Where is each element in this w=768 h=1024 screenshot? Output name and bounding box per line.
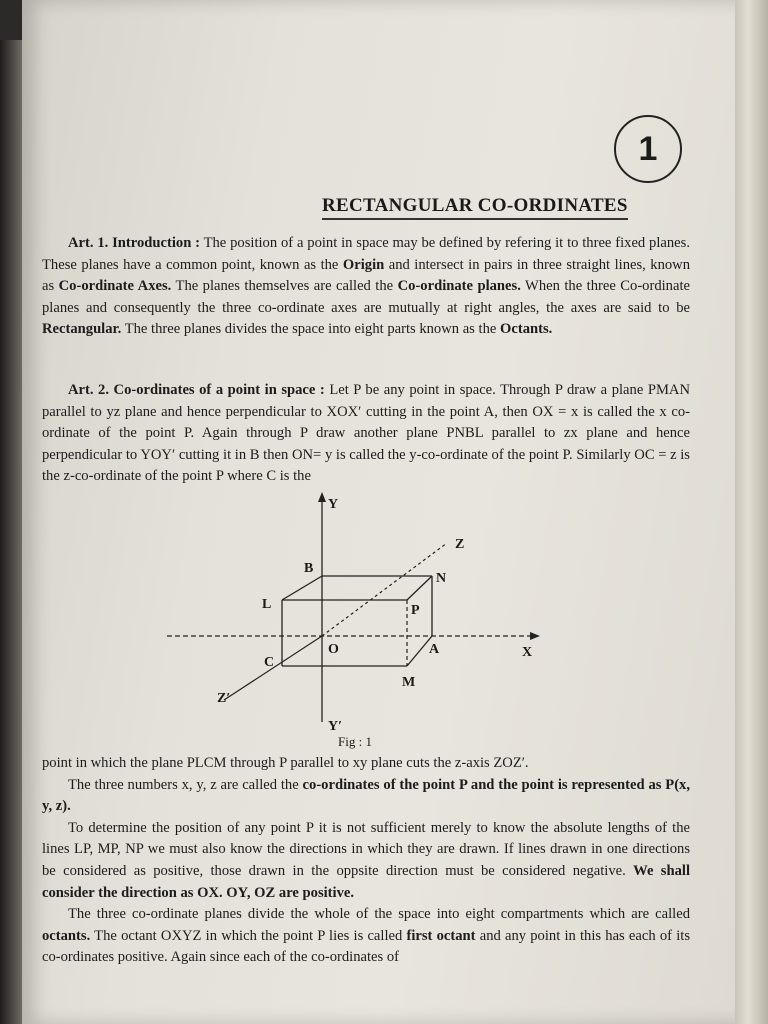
label-N: N [436, 571, 447, 586]
art2-heading: Art. 2. Co-ordinates of a point in space : [68, 382, 325, 398]
term-axes: Co-ordinate Axes. [58, 278, 172, 295]
label-Y: Y [328, 497, 339, 512]
art1-paragraph [42, 233, 690, 341]
label-C: C [264, 655, 275, 670]
continuation-line-1: point in which the plane PLCM through P parallel to xy plane cuts the z-axis ZOZ′. [42, 755, 529, 771]
book-spine-shadow [0, 40, 22, 1024]
coordinate-figure [162, 490, 552, 755]
label-M: M [402, 675, 416, 690]
label-Z-prime: Z′ [217, 691, 231, 706]
page-stack-edge [735, 0, 768, 1024]
p2-text: The three numbers x, y, z are called the [68, 776, 303, 793]
p2-bold: co-ordinates of the point P and the point is represented as P(x, y, z). [42, 776, 690, 815]
label-O: O [328, 642, 339, 657]
art1-text-4: When the three Co-ordinate planes and consequently the three co-ordinate axes are mutually at right angles, the axes are said to be [42, 278, 690, 316]
p4-text-1: The three co-ordinate planes divide the whole of the space into eight compartments which are called [68, 906, 690, 923]
art1-heading: Art. 1. Introduction : [68, 235, 201, 251]
chapter-title: RECTANGULAR CO-ORDINATES [322, 195, 628, 220]
p4-text-3: and any point in this has each of its co-ordinates positive. Again since each of the co-ordinates of [42, 927, 691, 966]
continuation-paragraph-2 [42, 775, 690, 818]
art1-text-1: The position of a point in space may be defined by refering it to three fixed planes. These planes have a common point, known as the [42, 235, 690, 273]
p4-bold-2: first octant [406, 927, 476, 944]
label-B: B [304, 561, 314, 576]
continuation-text [42, 753, 690, 969]
art1-text-5: The three planes divides the space into eight parts known as the [121, 321, 500, 338]
continuation-paragraph-3 [42, 818, 690, 904]
label-Z: Z [455, 537, 465, 552]
term-planes: Co-ordinate planes. [397, 278, 521, 295]
art2-paragraph [42, 380, 690, 488]
label-X: X [522, 645, 533, 660]
continuation-paragraph-4 [42, 904, 690, 969]
art2-body: Let P be any point in space. Through P draw a plane PMAN parallel to yz plane and hence perpendicular to XOX′ cutting in the point A, then OX = x is called the x co-ordinate of the point P. Again through P draw another plane PNBL parallel to zx plane and hence perpendicular to YOY′ cutting it in B then ON= y is called the y-co-ordinate of the point P. Similarly OC = z is the z-co-ordinate of the point P where C is the [42, 382, 690, 485]
label-L: L [262, 597, 272, 612]
art1-text-2: and intersect in pairs in three straight lines, known as [42, 256, 690, 295]
chapter-number-badge: 1 [614, 115, 682, 183]
label-P: P [411, 603, 420, 618]
figure-caption: Fig : 1 [338, 734, 372, 749]
art1-text-3: The planes themselves are called the [171, 278, 398, 295]
p3-bold: We shall consider the direction as OX. OY, OZ are positive. [42, 862, 690, 901]
label-A: A [429, 642, 440, 657]
term-octants: Octants. [500, 321, 553, 338]
book-page [22, 0, 740, 1024]
term-rectangular: Rectangular. [42, 321, 122, 338]
p3-text: To determine the position of any point P it is not sufficient merely to know the absolute lengths of the lines LP, MP, NP we must also know the directions in which they are drawn. If lines drawn in one directions be considered as positive, those drawn in the oppsite direction must be considered negative. [42, 819, 690, 879]
p4-bold-1: octants. [42, 927, 91, 944]
label-Y-prime: Y′ [328, 719, 343, 734]
p4-text-2: The octant OXYZ in which the point P lies is called [90, 927, 407, 944]
term-origin: Origin [342, 256, 385, 273]
